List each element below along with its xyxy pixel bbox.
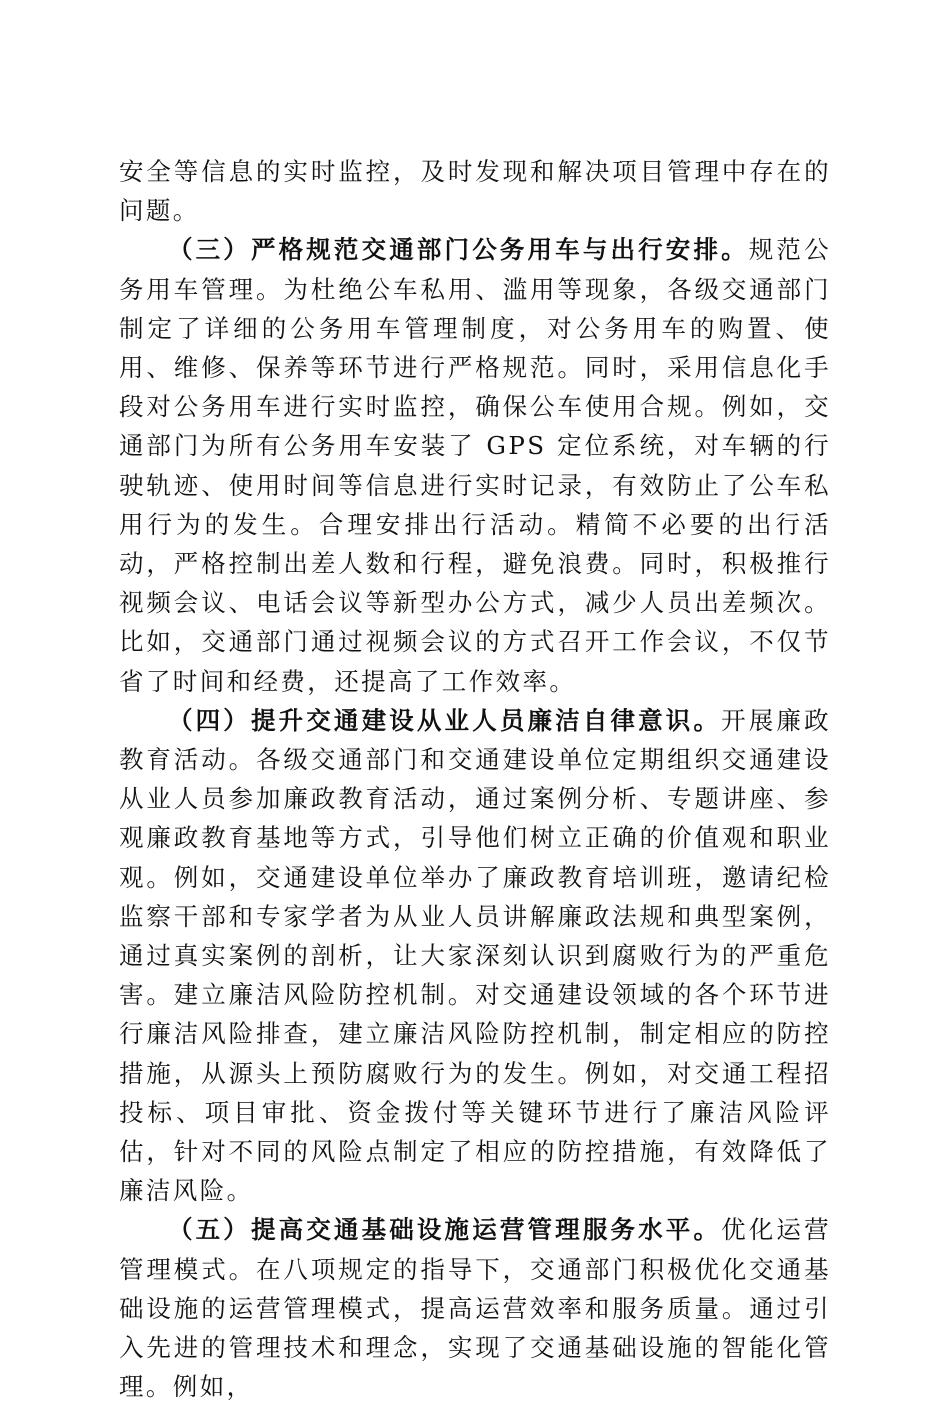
paragraph-continuation xyxy=(119,152,831,230)
paragraph-text: 安全等信息的实时监控，及时发现和解决项目管理中存在的问题。 xyxy=(119,157,831,226)
document-body xyxy=(119,152,831,1407)
paragraph-section-4 xyxy=(119,701,831,1211)
paragraph-section-3 xyxy=(119,230,831,700)
paragraph-text: 优化运营管理模式。在八项规定的指导下，交通部门积极优化交通基础设施的运营管理模式，提高运营效率和服务质量。通过引入先进的管理技术和理念，实现了交通基础设施的智能化管理。例如， xyxy=(119,1215,831,1402)
section-heading: （五）提高交通基础设施运营管理服务水平。 xyxy=(168,1215,722,1245)
section-heading: （四）提升交通建设从业人员廉洁自律意识。 xyxy=(168,705,722,735)
paragraph-text: 开展廉政教育活动。各级交通部门和交通建设单位定期组织交通建设从业人员参加廉政教育活动，通过案例分析、专题讲座、参观廉政教育基地等方式，引导他们树立正确的价值观和职业观。例如，交通建设单位举办了廉政教育培训班，邀请纪检监察干部和专家学者为从业人员讲解廉政法规和典型案例，通过真实案例的剖析，让大家深刻认识到腐败行为的严重危害。建立廉洁风险防控机制。对交通建设领域的各个环节进行廉洁风险排查，建立廉洁风险防控机制，制定相应的防控措施，从源头上预防腐败行为的发生。例如，对交通工程招投标、项目审批、资金拨付等关键环节进行了廉洁风险评估，针对不同的风险点制定了相应的防控措施，有效降低了廉洁风险。 xyxy=(119,705,831,1206)
paragraph-text: 规范公务用车管理。为杜绝公车私用、滥用等现象，各级交通部门制定了详细的公务用车管理制度，对公务用车的购置、使用、维修、保养等环节进行严格规范。同时，采用信息化手段对公务用车进行实时监控，确保公车使用合规。例如，交通部门为所有公务用车安装了 GPS 定位系统，对车辆的行驶轨迹、使用时间等信息进行实时记录，有效防止了公车私用行为的发生。合理安排出行活动。精简不必要的出行活动，严格控制出差人数和行程，避免浪费。同时，积极推行视频会议、电话会议等新型办公方式，减少人员出差频次。比如，交通部门通过视频会议的方式召开工作会议，不仅节省了时间和经费，还提高了工作效率。 xyxy=(119,235,831,696)
paragraph-section-5 xyxy=(119,1210,831,1406)
section-heading: （三）严格规范交通部门公务用车与出行安排。 xyxy=(168,235,749,265)
